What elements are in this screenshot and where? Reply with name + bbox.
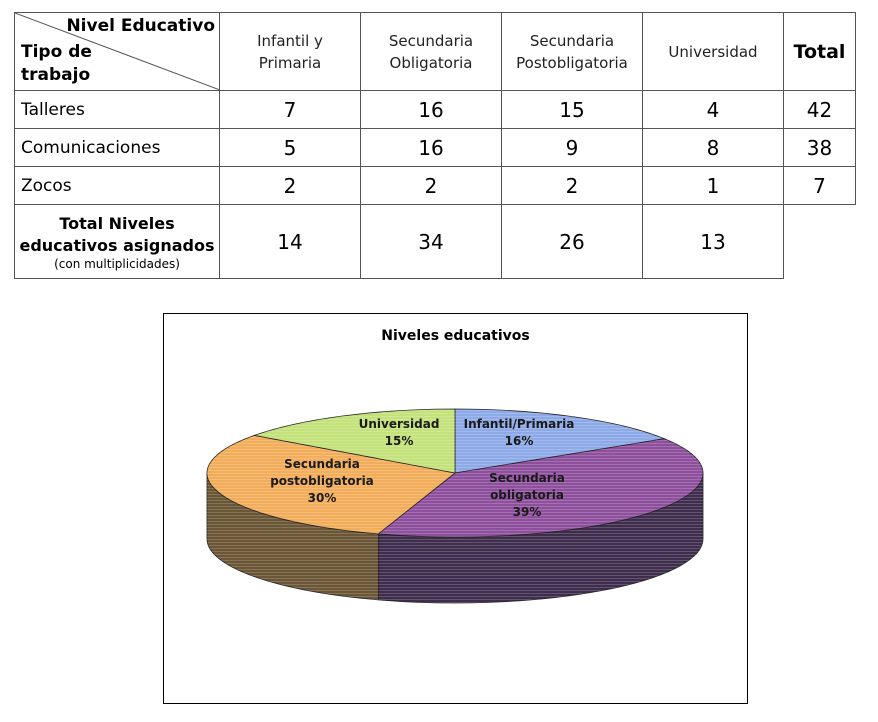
table-cell: 9	[502, 129, 643, 167]
data-table	[14, 12, 856, 279]
table-row	[15, 129, 856, 167]
row-total-cell: 38	[784, 129, 856, 167]
total-cell: 34	[361, 205, 502, 279]
column-header-line: Secundaria	[388, 31, 474, 50]
row-label: Zocos	[15, 167, 220, 205]
pie-chart-canvas	[164, 314, 747, 703]
slice-percent-label: 30%	[307, 491, 337, 505]
table-cell: 1	[643, 167, 784, 205]
slice-percent-label: 39%	[512, 505, 542, 519]
row-label: Talleres	[15, 91, 220, 129]
header-row	[15, 13, 856, 91]
column-header-line: Postobligatoria	[516, 53, 628, 72]
total-column-header: Total	[784, 13, 856, 91]
total-cell: 26	[502, 205, 643, 279]
column-header-line: Infantil y	[257, 31, 323, 50]
column-header	[643, 13, 784, 91]
slice-name-label: Universidad	[358, 417, 440, 431]
table-cell: 16	[361, 91, 502, 129]
total-row-label-line: educativos asignados	[19, 235, 215, 255]
total-cell: 13	[643, 205, 784, 279]
column-header-line: Primaria	[258, 53, 322, 72]
column-header	[502, 13, 643, 91]
column-header	[361, 13, 502, 91]
column-header-line: Obligatoria	[389, 53, 473, 72]
table-cell: 2	[361, 167, 502, 205]
table-cell: 5	[220, 129, 361, 167]
column-header	[220, 13, 361, 91]
corner-bottom-line: Tipo de	[21, 42, 92, 62]
column-header-line: Secundaria	[529, 31, 615, 50]
total-row-sublabel: (con multiplicidades)	[54, 256, 180, 271]
row-total-cell: 7	[784, 167, 856, 205]
chart-title: Niveles educativos	[381, 328, 530, 344]
slice-percent-label: 16%	[504, 434, 534, 448]
table-cell: 2	[502, 167, 643, 205]
table-row	[15, 167, 856, 205]
table-cell: 8	[643, 129, 784, 167]
column-header-line: Universidad	[668, 42, 758, 61]
table-row	[15, 91, 856, 129]
corner-header-cell	[15, 13, 220, 91]
table-cell: 7	[220, 91, 361, 129]
table-cell: 4	[643, 91, 784, 129]
corner-top-label: Nivel Educativo	[66, 16, 215, 36]
table-cell: 15	[502, 91, 643, 129]
total-row	[15, 205, 856, 279]
slice-name-label: Secundaria	[489, 471, 565, 485]
total-row-label-line: Total Niveles	[59, 213, 175, 233]
pie-chart	[163, 313, 748, 704]
total-row-label	[15, 205, 220, 279]
row-label: Comunicaciones	[15, 129, 220, 167]
slice-name-label: Secundaria	[284, 457, 360, 471]
row-total-cell: 42	[784, 91, 856, 129]
table-cell: 16	[361, 129, 502, 167]
corner-bottom-label	[21, 41, 92, 87]
slice-percent-label: 15%	[384, 434, 414, 448]
table-cell: 2	[220, 167, 361, 205]
slice-name-label: obligatoria	[490, 488, 564, 502]
corner-bottom-line: trabajo	[21, 65, 91, 85]
total-cell: 14	[220, 205, 361, 279]
slice-name-label: postobligatoria	[270, 474, 374, 488]
empty-cell	[784, 205, 856, 279]
slice-name-label: Infantil/Primaria	[463, 417, 575, 431]
